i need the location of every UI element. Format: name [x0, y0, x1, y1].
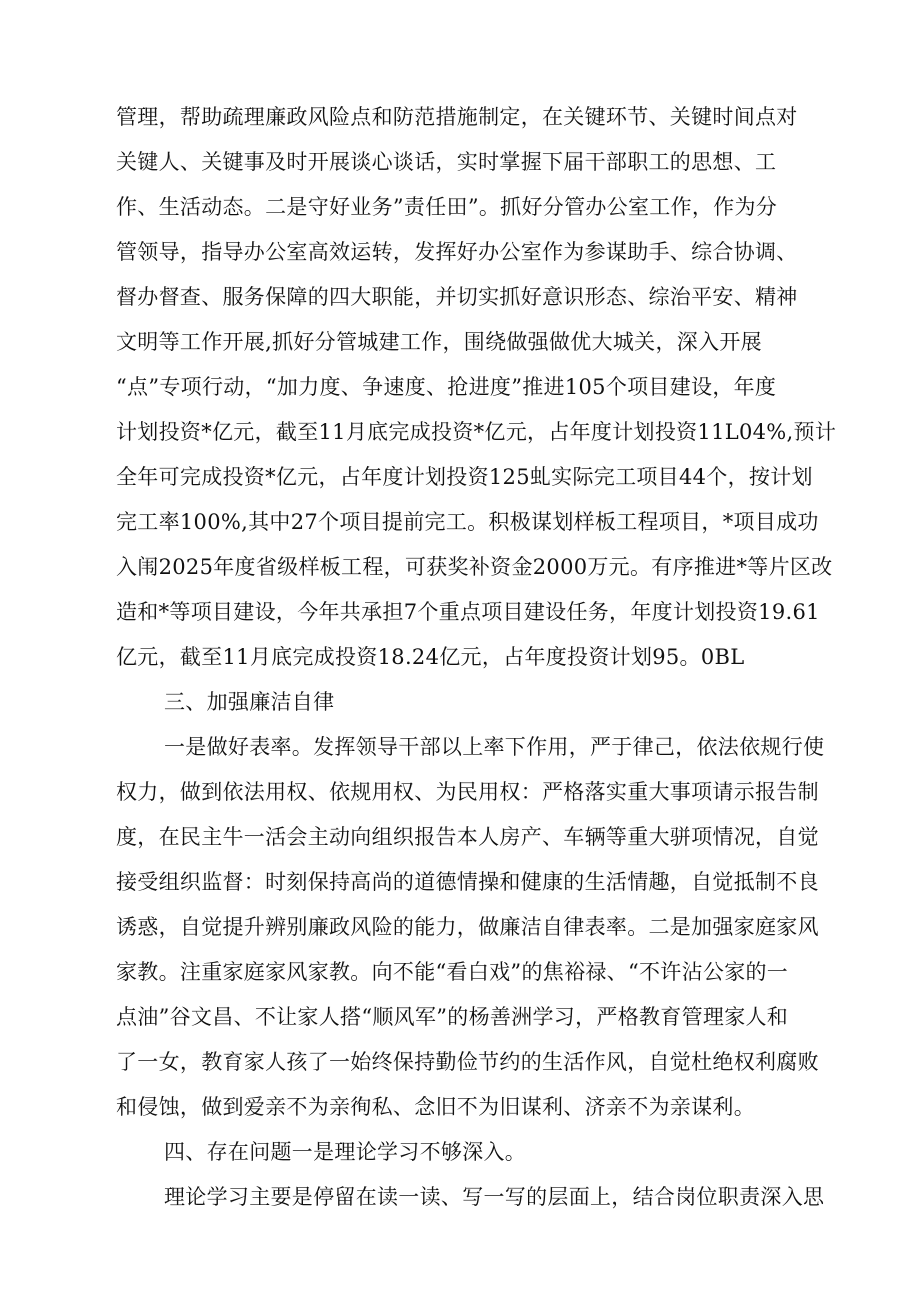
text-line: 督办督查、服务保障的四大职能，并切实抓好意识形态、综治平安、精神: [116, 285, 798, 309]
text-line: 点油”谷文昌、不让家人搭“顺风军”的杨善洲学习，严格教育管理家人和: [116, 1005, 789, 1029]
text-line: 家教。注重家庭家风家教。向不能“看白戏”的焦裕禄、“不许沾公家的一: [116, 960, 789, 984]
section-heading: 四、存在问题一是理论学习不够深入。: [164, 1140, 527, 1164]
text-line: 接受组织监督：时刻保持高尚的道德情操和健康的生活情趣，自觉抵制不良: [116, 870, 819, 894]
text-line: 亿元，截至11月底完成投资18.24亿元，占年度投资计划95。0BL: [116, 645, 745, 669]
text-line: 管领导，指导办公室高效运转，发挥好办公室作为参谋助手、综合协调、: [116, 240, 798, 264]
text-line: 权力，做到依法用权、依规用权、为民用权：严格落实重大事项请示报告制: [116, 780, 819, 804]
text-line: 了一女，教育家人孩了一始终保持勤俭节约的生活作风，自觉杜绝权利腐败: [116, 1050, 819, 1074]
text-line: 文明等工作开展,抓好分管城建工作，围绕做强做优大城关，深入开展: [116, 330, 762, 354]
paragraph-first-line: 理论学习主要是停留在读一读、写一写的层面上，结合岗位职责深入思: [164, 1185, 825, 1209]
text-line: 造和*等项目建设，今年共承担7个重点项目建设任务，年度计划投资19.61: [116, 600, 820, 624]
text-line: “点”专项行动，“加力度、争速度、抢进度”推进105个项目建设，年度: [116, 375, 777, 399]
text-line: 全年可完成投资*亿元，占年度计划投资125虬实际完工项目44个，按计划: [116, 465, 813, 489]
text-line: 度，在民主牛一活会主动向组织报告本人房产、车辆等重大骈项情况，自觉: [116, 825, 819, 849]
text-line: 入闱2025年度省级样板工程，可获奖补资金2000万元。有序推进*等片区改: [116, 555, 833, 579]
text-line: 和侵蚀，做到爱亲不为亲徇私、念旧不为旧谋利、济亲不为亲谋利。: [116, 1095, 755, 1119]
text-line: 管理，帮助疏理廉政风险点和防范措施制定，在关键环节、关键时间点对: [116, 105, 798, 129]
paragraph-first-line: 一是做好表率。发挥领导干部以上率下作用，严于律己，依法依规行使: [164, 735, 825, 759]
text-line: 计划投资*亿元，截至11月底完成投资*亿元，占年度计划投资11L04%,预计: [116, 420, 837, 444]
text-line: 关键人、关键事及时开展谈心谈话，实时掌握下届干部职工的思想、工: [116, 150, 777, 174]
text-line: 诱惑，自觉提升辨别廉政风险的能力，做廉洁自律表率。二是加强家庭家风: [116, 915, 819, 939]
section-heading: 三、加强廉洁自律: [164, 690, 335, 714]
text-line: 完工率100%,其中27个项目提前完工。积极谋划样板工程项目，*项目成功: [116, 510, 819, 534]
text-line: 作、生活动态。二是守好业务”责任田”。抓好分管办公室工作，作为分: [116, 195, 778, 219]
